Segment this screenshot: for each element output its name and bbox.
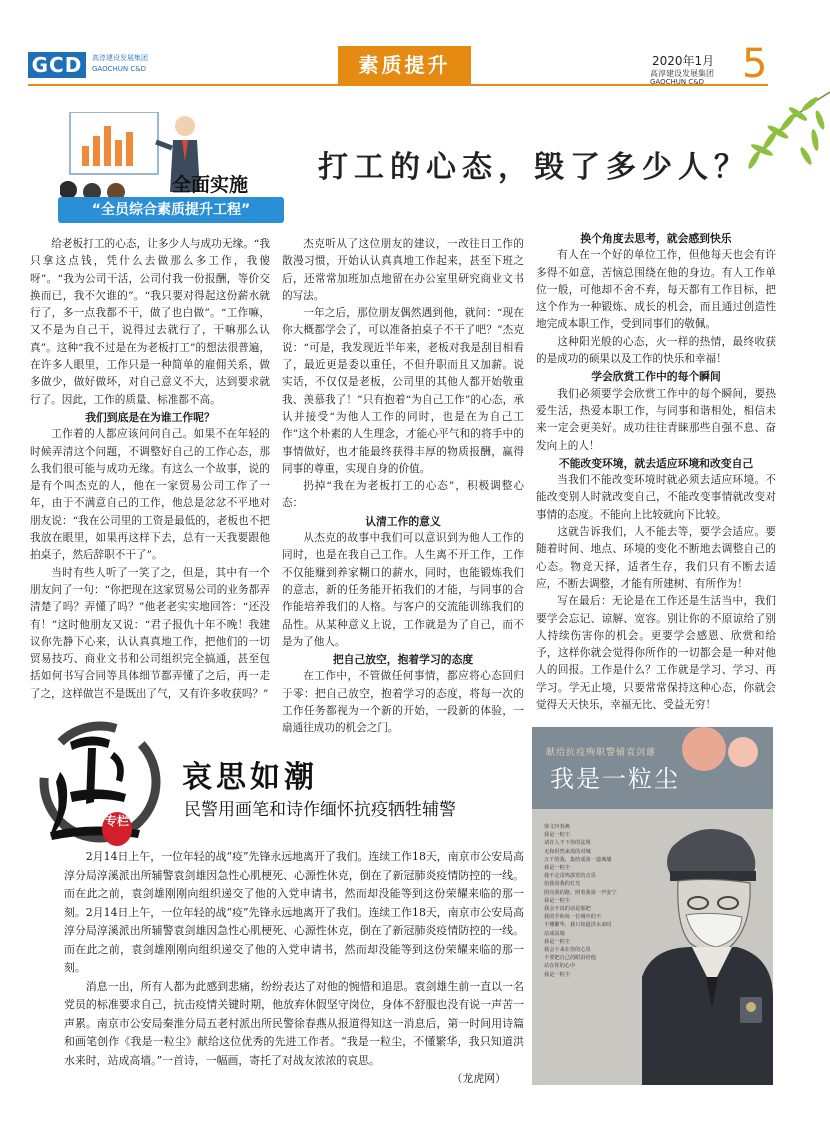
source-credit: （龙虎网） xyxy=(451,1072,506,1085)
banner-subtitle: “全员综合素质提升工程” xyxy=(58,197,284,223)
body-paragraph: 在工作中，不管做任何事情，都应将心态回归于零：把自己放空，抱着学习的态度，将每一次的工作任务都视为一个新的开始，一段新的体验，一扇通往成功的机会之门。 xyxy=(282,670,524,735)
poem-line: 照亮我的路，照着我第一声安宁 xyxy=(544,889,617,896)
poster-decor-dot xyxy=(728,737,758,767)
bottom-article-subtitle: 民警用画笔和诗作缅怀抗疫牺牲辅警 xyxy=(184,800,456,820)
body-paragraph: 给老板打工的心态，让多少人与成功无缘。“我只拿这点钱，凭什么去做那么多工作，我傻呀”。“我为公司干活，公司付我一份报酬，等价交换而已，我不欠谁的”。“我只要对得起这份薪水就行了，多一点我都不干，做了也白做”。“工作嘛，又不是为自己干，说得过去就行了，干嘛那么认真”。这种“我不过是在为老板打工”的想法很普遍，在许多人眼里，工作只是一种简单的雇佣关系，做多做少，做好做坏，对自己意义不大，达到要求就行了。因此，工作的质量、标准都不高。 xyxy=(30,238,270,406)
logo-cn-text: 高淳建设发展集团 xyxy=(92,54,148,62)
poster-decor-dot xyxy=(682,727,726,771)
poem-line: 但我用我的灯光 xyxy=(544,881,581,888)
poem-line: 徐文玲春燕 xyxy=(544,824,570,830)
section-heading: 把自己放空，抱着学习的态度 xyxy=(332,653,474,667)
org-name-en: GAOCHUN C&D xyxy=(650,78,705,86)
memorial-poster xyxy=(532,727,773,1085)
poem-line: 我是一粒尘 xyxy=(544,865,570,872)
poster-title: 我是一粒尘 xyxy=(550,765,680,793)
poem-line: 我不走雷鸣霹雳的音乐 xyxy=(544,873,596,880)
body-paragraph: 一年之后，那位朋友偶然遇到他，就问：“现在你大概都学会了，可以准备拍桌子不干了吧？”杰克说：“可是，我发现近半年来，老板对我是刮目相看了，最近更是委以重任，不但升职而且又加薪。说实话，不仅仅是老板，公司里的其他人都开始敬重我、羡慕我了！”只有抱着“为自己工作”的心态，承认并接受“为他人工作的同时，也是在为自己工作”这个朴素的人生理念，才能心平气和的将手中的事情做好，也才能最终获得丰厚的物质报酬，赢得同事的尊重，实现自身的价值。 xyxy=(282,307,524,475)
poem-line: 万千的我，集结成第一道城墙 xyxy=(544,856,612,863)
body-paragraph: 这种阳光般的心态，火一样的热情，最终收获的是成功的硕果以及工作的快乐和幸福！ xyxy=(536,335,776,366)
body-paragraph: 我们必须要学会欣赏工作中的每个瞬间，要热爱生活，热爱本职工作，与同事和谐相处，相信未来一定会更美好。成功往往青睐那些自强不息、奋发向上的人！ xyxy=(536,387,776,452)
banner-title: 全面实施 xyxy=(172,174,249,196)
poem-line: 站成高墙 xyxy=(544,930,565,937)
poem-line: 站在你的心中 xyxy=(544,963,576,970)
body-paragraph: 写在最后：无论是在工作还是生活当中，我们要学会忘记、谅解、宽容。别让你的不原谅给了别人持续伤害你的机会。更要学会感恩、欣赏和给予，这样你就会觉得你所作的一切都会是一种对他人的回报。工作是什么？工作就是学习、学习、再学习。学无止境，只要常常保持这种心态，你就会觉得天天快乐，幸福无比、受益无穷！ xyxy=(536,595,776,712)
poem-line: 不要把自己的眼泪给他 xyxy=(544,955,596,962)
issue-date: 2020年1月 xyxy=(652,54,715,68)
body-paragraph: 杰克听从了这位朋友的建议，一改往日工作的散漫习惯，开始认认真真地工作起来，甚至下班之后，还常常加班加点地留在办公室里研究商业文书的写法。 xyxy=(282,238,524,302)
poem-line: 我的手和每一位城中的不 xyxy=(544,914,602,921)
section-heading: 认清工作的意义 xyxy=(365,514,441,528)
body-paragraph: 2月14日上午，一位年轻的战“疫”先锋永远地离开了我们。连续工作18天，南京市公安局高淳分局淳溪派出所辅警袁剑雄因急性心肌梗死、心源性休克，倒在了新冠肺炎疫情防控的一线。而在此之前，袁剑雄刚刚向组织递交了他的入党申请书，然而却没能等到这份荣耀来临的那一刻。2月14日上午，一位年轻的战“疫”先锋永远地离开了我们。连续工作18天，南京市公安局高淳分局淳溪派出所辅警袁剑雄因急性心肌梗死、心源性休克，倒在了新冠肺炎疫情防控的一线。而在此之前，袁剑雄刚刚向组织递交了他的入党申请书，然而却没能等到这份荣耀来临的那一刻。 xyxy=(64,850,524,974)
poem-line: 我是一粒尘 xyxy=(544,832,570,839)
article-title: 打工的心态，毁了多少人？ xyxy=(318,150,750,185)
page-number: 5 xyxy=(742,41,768,87)
section-heading: 换个角度去思考，就会感到快乐 xyxy=(580,232,732,245)
poem-line: 我会不说的话是那把 xyxy=(544,906,591,913)
poem-line: 我是一粒尘 xyxy=(544,971,570,978)
org-name-cn: 高淳建设发展集团 xyxy=(650,69,714,78)
poem-line: 我是一粒尘 xyxy=(544,938,570,945)
body-paragraph: 有人在一个好的单位工作，但他每天也会有许多得不如意，苦恼总围绕在他的身边。有人工作单位一般，可他却不舍不弃，每天都有工作目标，把这个作为一种锻炼、成长的机会，而且通过创造性地完成本职工作，受到同事们的敬佩。 xyxy=(536,249,776,331)
police-officer-sketch xyxy=(612,807,773,1085)
article-column-3 xyxy=(536,230,776,714)
section-heading: 不能改变环境，就去适应环境和改变自己 xyxy=(558,456,754,470)
body-paragraph: 当我们不能改变环境时就必须去适应环境。不能改变别人时就改变自己，不能改变事情就改变对事情的态度。不能向上比较就向下比较。 xyxy=(536,474,776,521)
poem-line: 我会下来在你的心里 xyxy=(544,947,591,954)
body-paragraph: 这就告诉我们，人不能去等，要学会适应。要随着时间、地点、环境的变化不断地去调整自己的心态。物竞天择，适者生存，我们只有不断去适应，不断去调整，才能有所建树、有所作为！ xyxy=(536,526,776,590)
article-column-2 xyxy=(282,236,524,738)
poem-line: 不懂繁华，我只知道洪水来时 xyxy=(544,922,612,929)
ink-brush-calligraphy xyxy=(30,712,170,857)
body-paragraph: 当时有些人听了一笑了之，但是，其中有一个朋友问了一句：“你把现在这家贸易公司的业务都弄清楚了吗？弄懂了吗？”他老老实实地回答：“还没有！”这时他朋友又说：“君子报仇十年不晚！我建议你先静下心来，认认真真地工作，把他们的一切贸易技巧、商业文书和公司组织完全搞通，甚至包括如何书写合同等具体细节都弄懂了之后，再一走了之，这样做岂不是既出了气，又有许多收获吗？” xyxy=(30,566,270,700)
section-tab: 素质提升 xyxy=(338,46,471,84)
column-badge: 专栏 xyxy=(102,812,132,846)
poem-line: 请许人不下你的法规 xyxy=(544,840,591,847)
bottom-article-body xyxy=(64,848,524,1089)
logo-en-text: GAOCHUN C&D xyxy=(92,65,147,73)
poster-kicker: 献给抗疫殉职警辅袁剑雄 xyxy=(546,748,657,758)
poem-line: 我是一粒尘 xyxy=(544,897,570,904)
body-paragraph: 从杰克的故事中我们可以意识到为他人工作的同时，也是在我自己工作。人生离不开工作，工作不仅能赚到养家糊口的薪水，同时，也能锻炼我们的意志，新的任务能开拓我们的才能，与同事的合作能培养我们的人格。与客户的交流能训练我们的品性。从某种意义上说，工作就是为了自己，而不是为了他人。 xyxy=(282,532,524,648)
section-heading: 我们到底是在为谁工作呢？ xyxy=(85,410,215,424)
section-heading: 学会欣赏工作中的每个瞬间 xyxy=(591,370,721,384)
poem-line: 无和坦然来需的对城 xyxy=(544,848,591,855)
body-paragraph: 扔掉“我在为老板打工的心态”，积极调整心态： xyxy=(282,480,524,510)
body-paragraph: 消息一出，所有人都为此感到悲痛，纷纷表达了对他的惋惜和追思。袁剑雄生前一直以一名党员的标准要求自己，抗击疫情关键时期，他放弃休假坚守岗位，身体不舒服也没有说一声苦一声累。南京市公安局秦淮分局五老村派出所民警徐春燕从报道得知这一消息后，第一时间用诗篇和画笔创作《我是一粒尘》献给这位优秀的先进工作者。“我是一粒尘，不懂繁华，我只知道洪水来时，站成高墙。”一首诗，一幅画，寄托了对战友浓浓的哀思。 xyxy=(64,979,524,1067)
bottom-article-title: 哀思如潮 xyxy=(182,760,318,795)
body-paragraph: 工作着的人都应该问问自己。如果不在年轻的时候弄清这个问题，不调整好自己的工作心态，那么我们很可能与成功无缘。有这么一个故事，说的是有个叫杰克的人，他在一家贸易公司工作了一年，由于不满意自己的工作，他总是忿忿不平地对朋友说：“我在公司里的工资是最低的，老板也不把我放在眼里，如果再这样下去，总有一天我要跟他拍桌子，然后辞职不干了”。 xyxy=(30,428,270,562)
article-column-1 xyxy=(30,236,270,703)
company-logo: GCD xyxy=(28,52,86,78)
